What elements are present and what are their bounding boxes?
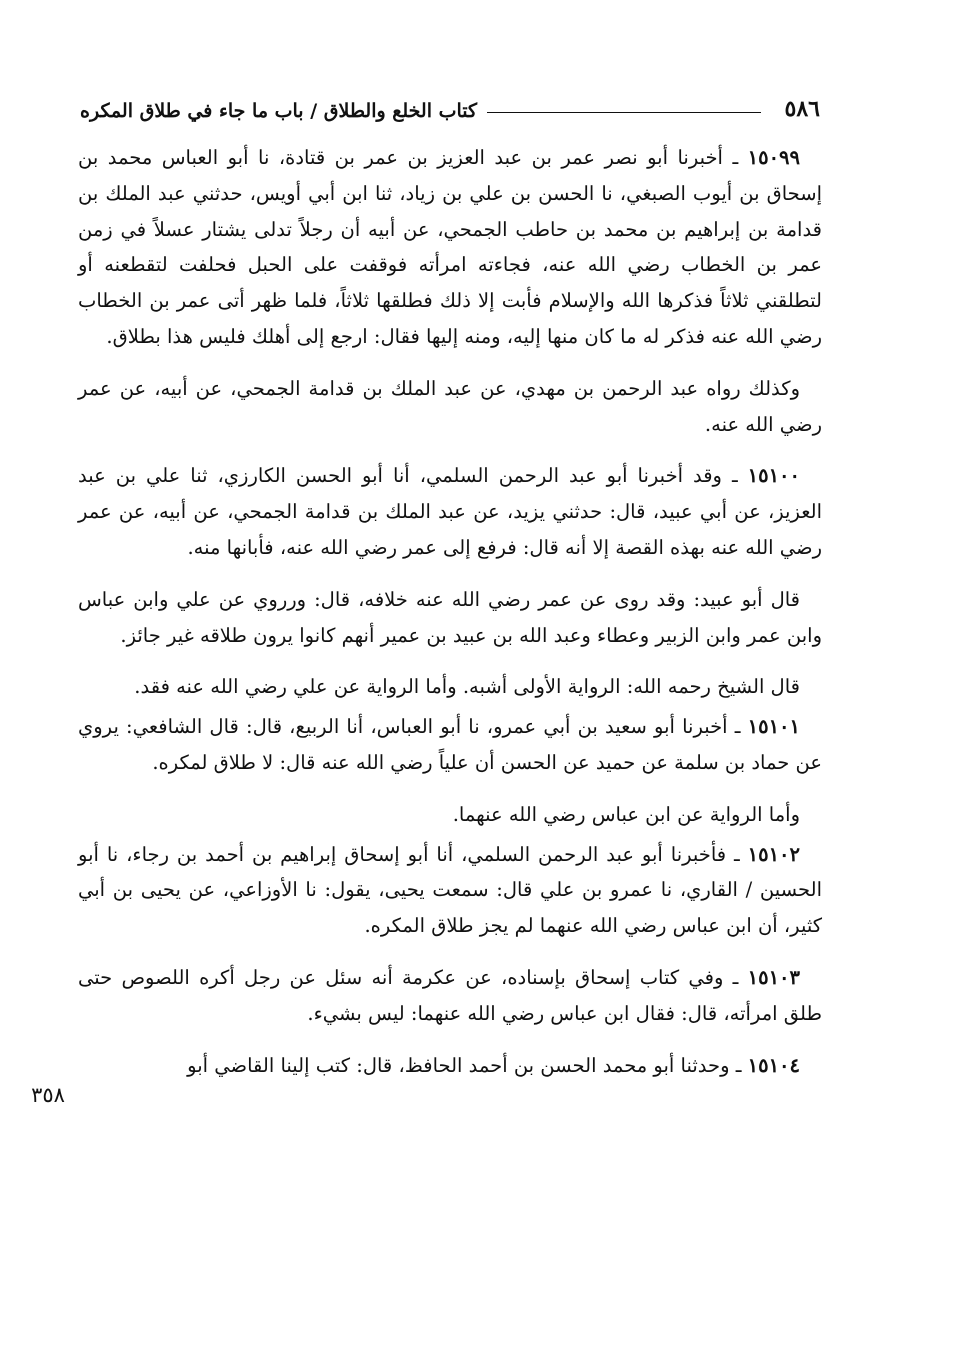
hadith-number: ١٥١٠٠ [747,464,800,488]
page-body [78,140,822,1099]
paragraph-text: قال أبو عبيد: وقد روى عن عمر رضي الله عنه خلافه، قال: ورروي عن علي وابن عباس وابن عمر وابن الزبير وعطاء وعبد الله بن عبيد بن عمير أنهم كانوا يرون طلاقه غير جائز. [78,587,822,647]
paragraph-text: ـ وفي كتاب إسحاق بإسناده، عن عكرمة أنه سئل عن رجل أكره اللصوص حتى طلق امرأته، قال: فقال ابن عباس رضي الله عنهما: ليس بشيء. [78,965,822,1025]
commentary-paragraph [78,669,822,705]
header-rule [487,112,760,113]
page-number: ٥٨٦ [784,96,820,122]
hadith-number: ١٥١٠٤ [747,1053,800,1077]
hadith-paragraph [78,837,822,944]
commentary-paragraph [78,797,822,833]
running-head: كتاب الخلع والطلاق / باب ما جاء في طلاق المكره [80,100,478,122]
hadith-number: ١٥١٠١ [747,715,800,739]
hadith-paragraph [78,1048,822,1084]
paragraph-text: ـ أخبرنا أبو نصر عمر بن عبد العزيز بن عمر بن قتادة، نا أبو العباس محمد بن إسحاق بن أيوب الصبغي، نا الحسن بن علي بن زياد، ثنا ابن أبي أويس، حدثني عبد الملك بن قدامة بن إبراهيم بن محمد بن حاطب الجمحي، عن أبيه أن رجلاً تدلى يشتار عسلاً في زمن عمر بن الخطاب رضي الله عنه، فجاءته امرأته فوقفت على الحبل فحلفت لتقطعنه أو لتطلقني ثلاثاً فذكرها الله والإسلام فأبت إلا ذلك فطلقها ثلاثاً، فلما ظهر أتى عمر بن الخطاب رضي الله عنه فذكر له ما كان منها إليه، ومنه إليها فقال: ارجع إلى أهلك فليس هذا بطلاق. [78,146,822,348]
hadith-number: ١٥٠٩٩ [747,146,800,169]
paragraph-text: ـ أخبرنا أبو سعيد بن أبي عمرو، نا أبو العباس، أنا الربيع، قال: قال الشافعي: يروي عن حماد بن سلمة عن حميد عن الحسن أن علياً رضي الله عنه قال: لا طلاق لمكره. [78,715,822,774]
hadith-paragraph [78,960,822,1032]
hadith-paragraph [78,709,822,781]
margin-volume-page-note: ٣٥٨ [31,1083,65,1107]
commentary-paragraph [78,371,822,443]
hadith-paragraph [78,140,822,355]
hadith-number: ١٥١٠٢ [747,842,800,866]
paragraph-text: ـ وحدثنا أبو محمد الحسن بن أحمد الحافظ، قال: كتب إلينا القاضي أبو [187,1053,748,1077]
hadith-number: ١٥١٠٣ [747,965,800,989]
hadith-paragraph [78,458,822,565]
paragraph-text: ـ فأخبرنا أبو عبد الرحمن السلمي، أنا أبو إسحاق إبراهيم بن أحمد بن رجاء، نا أبو الحسين / القاري، نا عمرو بن علي قال: سمعت يحيى، يقول: نا الأوزاعي، عن يحيى بن أبي كثير، أن ابن عباس رضي الله عنهما لم يجز طلاق المكره. [78,842,822,938]
paragraph-text: وأما الرواية عن ابن عباس رضي الله عنهما. [452,802,800,826]
page-header [80,88,820,122]
commentary-paragraph [78,582,822,654]
paragraph-text: ـ وقد أخبرنا أبو عبد الرحمن السلمي، أنا أبو الحسن الكارزي، ثنا علي بن عبد العزيز، عن أبي عبيد، قال: حدثني يزيد، عن عبد الملك بن قدامة الجمحي، عن أبيه، عن عمر رضي الله عنه بهذه القصة إلا أنه قال: فرفع إلى عمر رضي الله عنه، فأبانها منه. [78,464,822,559]
paragraph-text: وكذلك رواه عبد الرحمن بن مهدي، عن عبد الملك بن قدامة الجمحي، عن أبيه، عن عمر رضي الله عنه. [78,376,822,436]
paragraph-text: قال الشيخ رحمه الله: الرواية الأولى أشبه. وأما الرواية عن علي رضي الله عنه فقد. [134,675,800,699]
